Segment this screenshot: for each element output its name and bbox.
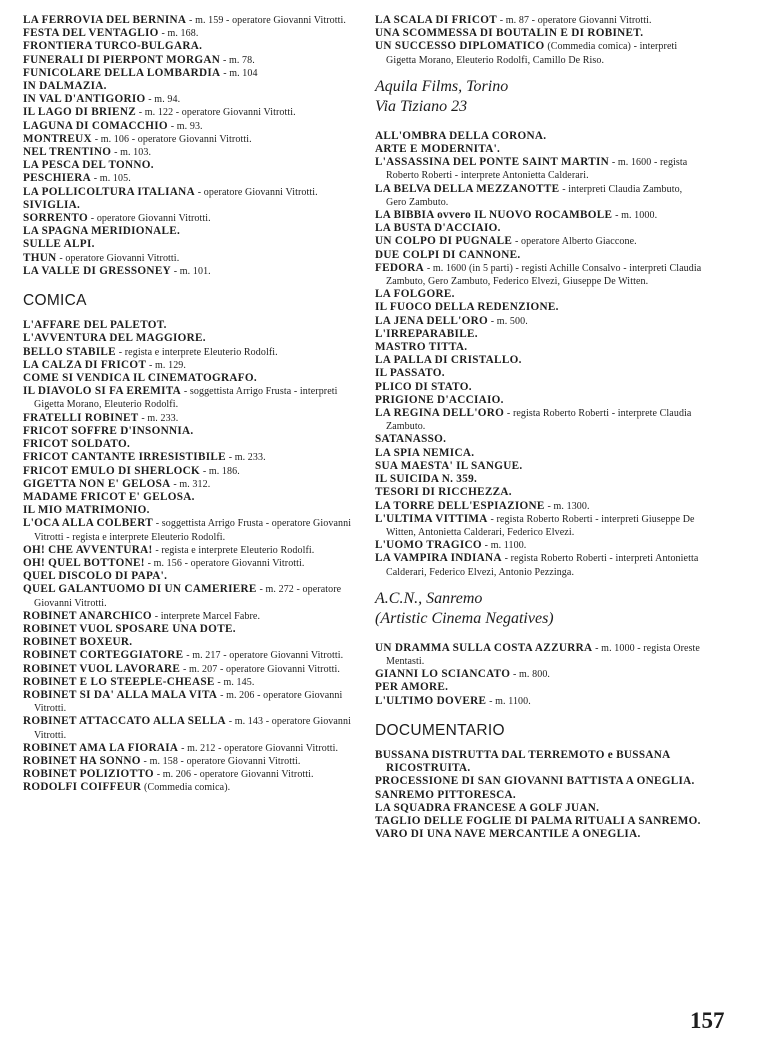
film-entry: [375, 301, 705, 314]
film-detail: - m. 168.: [161, 28, 199, 40]
film-detail: - m. 143 - operatore Giovanni Vitrotti.: [34, 716, 352, 741]
film-entry: [375, 143, 705, 156]
film-entry: [23, 491, 353, 504]
film-entry: [23, 517, 353, 543]
film-title: LA BUSTA D'ACCIAIO.: [375, 222, 501, 235]
film-entry: [23, 583, 353, 609]
film-title: FRATELLI ROBINET: [23, 411, 139, 424]
film-detail: - m. 1300.: [547, 500, 590, 512]
film-title: L'AVVENTURA DEL MAGGIORE.: [23, 332, 206, 345]
film-title: LA PESCA DEL TONNO.: [23, 159, 154, 172]
film-title: ARTE E MODERNITA'.: [375, 143, 501, 156]
film-entry: [375, 40, 705, 66]
film-list: [23, 14, 353, 278]
film-list: [375, 130, 705, 579]
film-detail: (Commedia comica).: [144, 782, 231, 794]
film-title: LA REGINA DELL'ORO: [375, 407, 505, 420]
film-title: UN COLPO DI PUGNALE: [375, 235, 513, 248]
film-entry: [23, 570, 353, 583]
film-detail: - regista e interprete Eleuterio Rodolfi.: [118, 346, 278, 358]
film-detail: - regista Roberto Roberti - interprete Claudia Zambuto.: [386, 408, 692, 433]
film-entry: [375, 222, 705, 235]
film-title: ROBINET POLIZIOTTO: [23, 768, 154, 781]
film-entry: [23, 27, 353, 40]
film-entry: [375, 367, 705, 380]
film-title: RODOLFI COIFFEUR: [23, 781, 142, 794]
film-title: TESORI DI RICCHEZZA.: [375, 486, 512, 499]
film-title: LA FOLGORE.: [375, 288, 455, 301]
film-entry: [375, 381, 705, 394]
film-entry: [375, 500, 705, 513]
film-list: [23, 319, 353, 794]
film-title: LA SPAGNA MERIDIONALE.: [23, 225, 181, 238]
film-title: DUE COLPI DI CANNONE.: [375, 248, 521, 261]
film-detail: - m. 104: [223, 67, 258, 79]
film-entry: [375, 130, 705, 143]
film-title: LA BIBBIA ovvero IL NUOVO ROCAMBOLE: [375, 209, 613, 222]
film-entry: [23, 40, 353, 53]
film-entry: [23, 212, 353, 225]
film-detail: - m. 158 - operatore Giovanni Vitrotti.: [143, 755, 301, 767]
film-title: SORRENTO: [23, 212, 88, 225]
film-title: MONTREUX: [23, 132, 92, 145]
film-title: FEDORA: [375, 261, 425, 274]
film-detail: - m. 106 - operatore Giovanni Vitrotti.: [94, 133, 252, 145]
film-entry: [375, 341, 705, 354]
film-entry: [23, 465, 353, 478]
film-entry: [23, 146, 353, 159]
film-title: L'IRREPARABILE.: [375, 327, 478, 340]
film-list: [375, 749, 705, 841]
film-title: GIGETTA NON E' GELOSA: [23, 477, 171, 490]
film-entry: [375, 288, 705, 301]
film-title: MADAME FRICOT E' GELOSA.: [23, 490, 195, 503]
film-title: IL FUOCO DELLA REDENZIONE.: [375, 301, 559, 314]
film-entry: [375, 668, 705, 681]
film-detail: - m. 103.: [114, 147, 152, 159]
film-detail: - m. 212 - operatore Giovanni Vitrotti.: [181, 742, 339, 754]
film-title: LA SPIA NEMICA.: [375, 446, 475, 459]
film-detail: - m. 207 - operatore Giovanni Vitrotti.: [182, 663, 340, 675]
film-title: ROBINET E LO STEEPLE-CHEASE: [23, 675, 215, 688]
film-title: LA SQUADRA FRANCESE A GOLF JUAN.: [375, 801, 600, 814]
film-detail: - regista Roberto Roberti - interpreti Antonietta Calderari, Federico Elvezi, Antonio Pezzinga.: [386, 553, 699, 578]
film-title: IL SUICIDA N. 359.: [375, 473, 478, 486]
film-entry: [23, 172, 353, 185]
film-title: FRICOT EMULO DI SHERLOCK: [23, 464, 201, 477]
film-detail: - interpreti Claudia Zambuto, Gero Zambuto.: [386, 183, 683, 208]
film-entry: [375, 460, 705, 473]
film-title: FRICOT SOLDATO.: [23, 438, 131, 451]
film-title: ROBINET ATTACCATO ALLA SELLA: [23, 715, 226, 728]
film-detail: - operatore Giovanni Vitrotti.: [197, 186, 318, 198]
film-entry: [375, 539, 705, 552]
film-entry: [375, 681, 705, 694]
film-title: BELLO STABILE: [23, 345, 116, 358]
film-title: FUNERALI DI PIERPONT MORGAN: [23, 53, 221, 66]
film-title: SULLE ALPI.: [23, 238, 95, 251]
film-detail: - m. 217 - operatore Giovanni Vitrotti.: [186, 650, 344, 662]
film-title: SUA MAESTA' IL SANGUE.: [375, 459, 523, 472]
film-title: UNA SCOMMESSA DI BOUTALIN E DI ROBINET.: [375, 27, 644, 40]
film-title: BUSSANA DISTRUTTA DAL TERREMOTO e BUSSANA RICOSTRUITA.: [375, 748, 670, 775]
film-entry: [23, 438, 353, 451]
film-title: SATANASSO.: [375, 433, 447, 446]
film-detail: - m. 206 - operatore Giovanni Vitrotti.: [156, 769, 314, 781]
film-entry: [375, 473, 705, 486]
film-entry: [23, 636, 353, 649]
film-title: L'UOMO TRAGICO: [375, 539, 482, 552]
film-detail: - m. 272 - operatore Giovanni Vitrotti.: [34, 584, 342, 609]
film-title: OH! CHE AVVENTURA!: [23, 543, 153, 556]
section-heading-comica: COMICA: [23, 292, 87, 310]
film-detail: - soggettista Arrigo Frusta - operatore Giovanni Vitrotti - regista e interprete Eleuterio Rodolfi.: [34, 518, 352, 543]
film-entry: [23, 385, 353, 411]
film-title: PROCESSIONE DI SAN GIOVANNI BATTISTA A ONEGLIA.: [375, 775, 695, 788]
film-detail: - m. 101.: [173, 265, 211, 277]
film-title: L'ULTIMO DOVERE: [375, 694, 487, 707]
film-title: LA JENA DELL'ORO: [375, 314, 488, 327]
film-detail: - m. 1000.: [615, 210, 658, 222]
film-title: ROBINET AMA LA FIORAIA: [23, 741, 179, 754]
film-entry: [375, 156, 705, 182]
film-title: NEL TRENTINO: [23, 146, 112, 159]
film-title: IN VAL D'ANTIGORIO: [23, 93, 146, 106]
film-list: [375, 14, 705, 67]
film-entry: [23, 225, 353, 238]
film-entry: [23, 54, 353, 67]
film-entry: [23, 372, 353, 385]
film-detail: - m. 1600 - regista Roberto Roberti - interprete Antonietta Calderari.: [386, 157, 688, 182]
film-detail: - regista e interprete Eleuterio Rodolfi.: [155, 544, 315, 556]
film-entry: [23, 332, 353, 345]
film-entry: [375, 775, 705, 788]
film-title: UN DRAMMA SULLA COSTA AZZURRA: [375, 641, 593, 654]
film-detail: - m. 1100.: [484, 540, 527, 552]
film-detail: - regista Roberto Roberti - interpreti Giuseppe De Witten, Antonietta Calderari, Federico Elvezi.: [386, 513, 695, 538]
studio-address: Via Tiziano 23: [375, 97, 468, 115]
film-title: UN SUCCESSO DIPLOMATICO: [375, 40, 545, 53]
film-title: ROBINET HA SONNO: [23, 754, 141, 767]
film-title: L'ULTIMA VITTIMA: [375, 512, 488, 525]
film-entry: [23, 610, 353, 623]
film-detail: - m. 105.: [93, 173, 131, 185]
film-detail: - operatore Giovanni Vitrotti.: [59, 252, 180, 264]
film-title: GIANNI LO SCIANCATO: [375, 668, 511, 681]
film-title: SANREMO PITTORESCA.: [375, 788, 517, 801]
film-entry: [375, 209, 705, 222]
film-detail: - m. 1100.: [489, 695, 531, 707]
film-entry: [23, 14, 353, 27]
film-entry: [375, 815, 705, 828]
film-entry: [23, 186, 353, 199]
film-detail: - m. 233.: [141, 412, 179, 424]
section-heading-documentario: DOCUMENTARIO: [375, 721, 505, 739]
film-entry: [23, 252, 353, 265]
film-entry: [375, 14, 705, 27]
film-entry: [23, 544, 353, 557]
film-title: LA VALLE DI GRESSONEY: [23, 264, 171, 277]
film-entry: [23, 451, 353, 464]
film-detail: - operatore Alberto Giaccone.: [514, 236, 637, 248]
film-entry: [375, 749, 705, 775]
film-entry: [23, 715, 353, 741]
film-entry: [23, 133, 353, 146]
film-title: VARO DI UNA NAVE MERCANTILE A ONEGLIA.: [375, 828, 641, 841]
film-entry: [23, 120, 353, 133]
film-title: THUN: [23, 251, 57, 264]
film-title: L'ASSASSINA DEL PONTE SAINT MARTIN: [375, 156, 610, 169]
film-detail: - m. 500.: [490, 315, 528, 327]
film-detail: - m. 94.: [148, 94, 181, 106]
film-detail: - m. 122 - operatore Giovanni Vitrotti.: [138, 107, 296, 119]
left-column: [23, 14, 353, 795]
film-entry: [375, 828, 705, 841]
film-title: SIVIGLIA.: [23, 198, 81, 211]
film-entry: [23, 412, 353, 425]
film-entry: [23, 676, 353, 689]
film-title: PESCHIERA: [23, 172, 91, 185]
film-entry: [23, 478, 353, 491]
film-title: COME SI VENDICA IL CINEMATOGRAFO.: [23, 372, 257, 385]
film-detail: - soggettista Arrigo Frusta - interpreti Gigetta Morano, Eleuterio Rodolfi.: [34, 386, 338, 411]
film-entry: [375, 486, 705, 499]
film-title: ROBINET CORTEGGIATORE: [23, 649, 184, 662]
film-title: IL DIAVOLO SI FA EREMITA: [23, 385, 182, 398]
studio-name: Aquila Films, Torino: [375, 77, 509, 95]
film-detail: - operatore Giovanni Vitrotti.: [90, 213, 211, 225]
film-title: LA BELVA DELLA MEZZANOTTE: [375, 182, 560, 195]
film-title: TAGLIO DELLE FOGLIE DI PALMA RITUALI A SANREMO.: [375, 814, 701, 827]
film-entry: [375, 789, 705, 802]
film-title: QUEL GALANTUOMO DI UN CAMERIERE: [23, 583, 257, 596]
film-detail: - m. 206 - operatore Giovanni Vitrotti.: [34, 689, 343, 715]
film-title: ROBINET SI DA' ALLA MALA VITA: [23, 688, 218, 701]
film-title: FUNICOLARE DELLA LOMBARDIA: [23, 66, 221, 79]
film-title: PER AMORE.: [375, 681, 449, 694]
film-entry: [23, 159, 353, 172]
film-detail: - m. 159 - operatore Giovanni Vitrotti.: [189, 15, 347, 26]
film-title: FRONTIERA TURCO-BULGARA.: [23, 40, 203, 53]
film-title: LA PALLA DI CRISTALLO.: [375, 354, 522, 367]
film-entry: [23, 689, 353, 715]
film-entry: [23, 199, 353, 212]
film-entry: [375, 513, 705, 539]
film-entry: [375, 433, 705, 446]
film-title: LA VAMPIRA INDIANA: [375, 552, 502, 565]
film-entry: [375, 235, 705, 248]
film-title: LA POLLICOLTURA ITALIANA: [23, 185, 195, 198]
studio-name: A.C.N., Sanremo: [375, 589, 483, 607]
film-entry: [375, 262, 705, 288]
film-entry: [23, 80, 353, 93]
film-entry: [23, 93, 353, 106]
film-title: LA TORRE DELL'ESPIAZIONE: [375, 499, 545, 512]
film-entry: [375, 315, 705, 328]
film-entry: [375, 354, 705, 367]
film-detail: - m. 186.: [202, 465, 240, 477]
film-entry: [23, 623, 353, 636]
film-entry: [23, 781, 353, 794]
film-entry: [23, 742, 353, 755]
film-detail: - m. 1600 (in 5 parti) - registi Achille Consalvo - interpreti Claudia Zambuto, Gero Zambuto, Federico Elvezi, Giuseppe De Witten.: [386, 262, 702, 288]
film-entry: [375, 642, 705, 668]
film-title: ROBINET VUOL SPOSARE UNA DOTE.: [23, 622, 236, 635]
page-number: 157: [690, 1008, 725, 1033]
film-detail: - m. 1000 - regista Oreste Mentasti.: [386, 642, 700, 667]
film-entry: [23, 768, 353, 781]
film-entry: [23, 265, 353, 278]
film-detail: - m. 145.: [217, 676, 255, 688]
film-detail: - m. 87 - operatore Giovanni Vitrotti.: [499, 15, 652, 26]
film-title: ROBINET BOXEUR.: [23, 636, 133, 649]
film-title: L'OCA ALLA COLBERT: [23, 517, 153, 530]
film-entry: [23, 557, 353, 570]
film-entry: [375, 328, 705, 341]
film-title: LAGUNA DI COMACCHIO: [23, 119, 168, 132]
film-entry: [375, 249, 705, 262]
film-title: PRIGIONE D'ACCIAIO.: [375, 393, 504, 406]
studio-subtitle: (Artistic Cinema Negatives): [375, 609, 554, 627]
film-entry: [375, 447, 705, 460]
film-entry: [23, 649, 353, 662]
film-title: LA CALZA DI FRICOT: [23, 358, 147, 371]
film-entry: [375, 695, 705, 708]
film-detail: - m. 800.: [513, 669, 551, 681]
film-entry: [23, 359, 353, 372]
film-detail: - m. 312.: [173, 478, 211, 490]
film-title: PLICO DI STATO.: [375, 380, 472, 393]
film-entry: [375, 27, 705, 40]
film-title: ALL'OMBRA DELLA CORONA.: [375, 129, 547, 142]
film-title: IN DALMAZIA.: [23, 80, 107, 93]
film-entry: [23, 319, 353, 332]
film-entry: [23, 755, 353, 768]
film-entry: [23, 67, 353, 80]
film-detail: - m. 129.: [149, 359, 187, 371]
film-entry: [375, 552, 705, 578]
studio-heading-aquila: [375, 77, 705, 117]
film-entry: [23, 425, 353, 438]
film-detail: - m. 78.: [222, 54, 255, 66]
film-title: ROBINET ANARCHICO: [23, 609, 152, 622]
right-column: [375, 14, 705, 841]
film-title: L'AFFARE DEL PALETOT.: [23, 319, 167, 332]
film-detail: - m. 233.: [228, 452, 266, 464]
film-detail: - m. 93.: [170, 120, 203, 132]
film-entry: [23, 663, 353, 676]
film-title: LA SCALA DI FRICOT: [375, 14, 497, 26]
film-detail: - interprete Marcel Fabre.: [154, 610, 261, 622]
film-title: IL LAGO DI BRIENZ: [23, 106, 136, 119]
studio-heading-acn: [375, 589, 705, 629]
film-detail: - m. 156 - operatore Giovanni Vitrotti.: [147, 557, 305, 569]
film-title: LA FERROVIA DEL BERNINA: [23, 14, 187, 26]
film-entry: [23, 504, 353, 517]
film-entry: [23, 106, 353, 119]
film-list: [375, 642, 705, 708]
film-entry: [23, 346, 353, 359]
film-title: OH! QUEL BOTTONE!: [23, 556, 145, 569]
film-title: IL MIO MATRIMONIO.: [23, 504, 150, 517]
film-title: ROBINET VUOL LAVORARE: [23, 662, 181, 675]
film-title: MASTRO TITTA.: [375, 341, 468, 354]
film-detail: (Commedia comica) - interpreti Gigetta Morano, Eleuterio Rodolfi, Camillo De Riso.: [386, 41, 678, 66]
film-title: IL PASSATO.: [375, 367, 445, 380]
film-entry: [375, 183, 705, 209]
film-entry: [375, 407, 705, 433]
film-entry: [23, 238, 353, 251]
film-entry: [375, 394, 705, 407]
film-title: QUEL DISCOLO DI PAPA'.: [23, 570, 168, 583]
film-entry: [375, 802, 705, 815]
film-title: FESTA DEL VENTAGLIO: [23, 27, 159, 40]
film-title: FRICOT SOFFRE D'INSONNIA.: [23, 424, 194, 437]
film-title: FRICOT CANTANTE IRRESISTIBILE: [23, 451, 226, 464]
